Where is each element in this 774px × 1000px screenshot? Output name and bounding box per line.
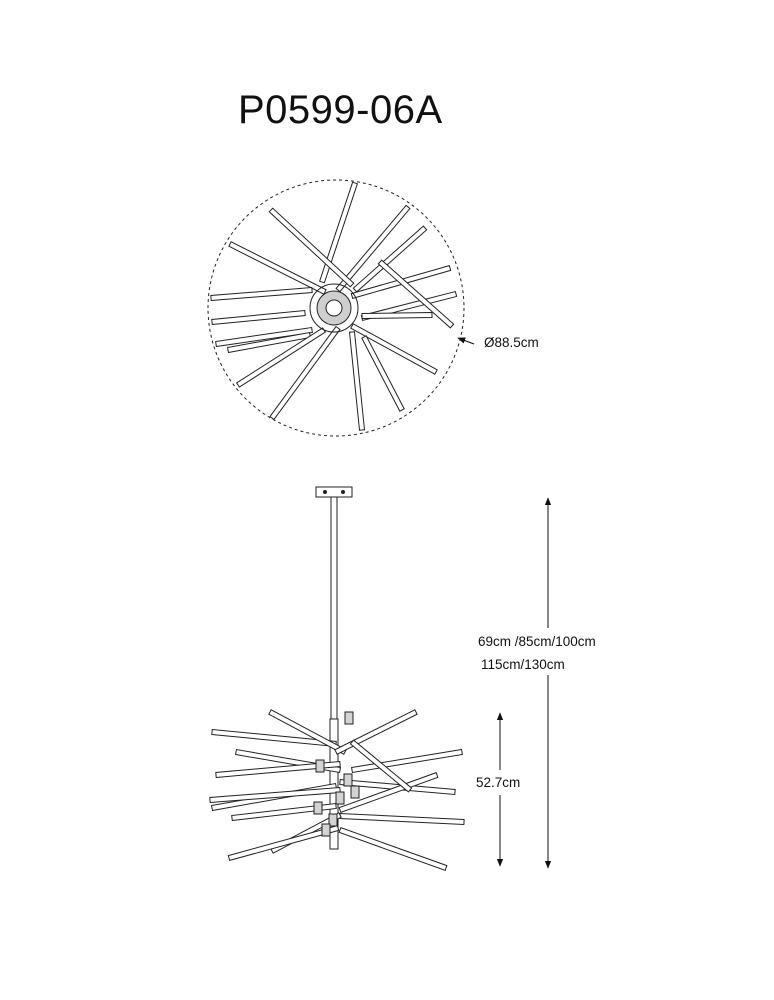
top-rod — [211, 288, 312, 301]
body-height-label: 52.7cm — [476, 775, 521, 790]
side-rod — [340, 814, 464, 825]
top-rod — [212, 311, 305, 325]
ceiling-canopy — [316, 487, 352, 497]
socket — [316, 760, 324, 772]
side-rod — [269, 710, 346, 754]
top-view — [208, 180, 474, 436]
socket — [322, 824, 330, 836]
suspension-rod — [331, 497, 337, 719]
socket — [314, 802, 322, 814]
model-title: P0599-06A — [238, 88, 443, 132]
top-rod — [350, 332, 365, 431]
top-rod — [362, 336, 404, 411]
socket — [344, 774, 352, 786]
top-rod — [362, 313, 432, 319]
side-rod — [339, 828, 447, 871]
top-rod — [320, 182, 358, 283]
side-rod — [210, 788, 340, 803]
socket — [351, 786, 359, 798]
total-height-label-line1: 69cm /85cm/100cm — [478, 634, 596, 649]
side-view-rods — [210, 710, 464, 871]
total-height-label-line2: 115cm/130cm — [481, 657, 565, 672]
side-view — [210, 487, 464, 870]
diameter-arrow — [458, 338, 474, 344]
socket — [345, 712, 353, 724]
diameter-label: Ø88.5cm — [484, 335, 539, 350]
socket — [336, 792, 344, 804]
top-rod — [351, 324, 437, 374]
top-hub — [310, 284, 358, 332]
